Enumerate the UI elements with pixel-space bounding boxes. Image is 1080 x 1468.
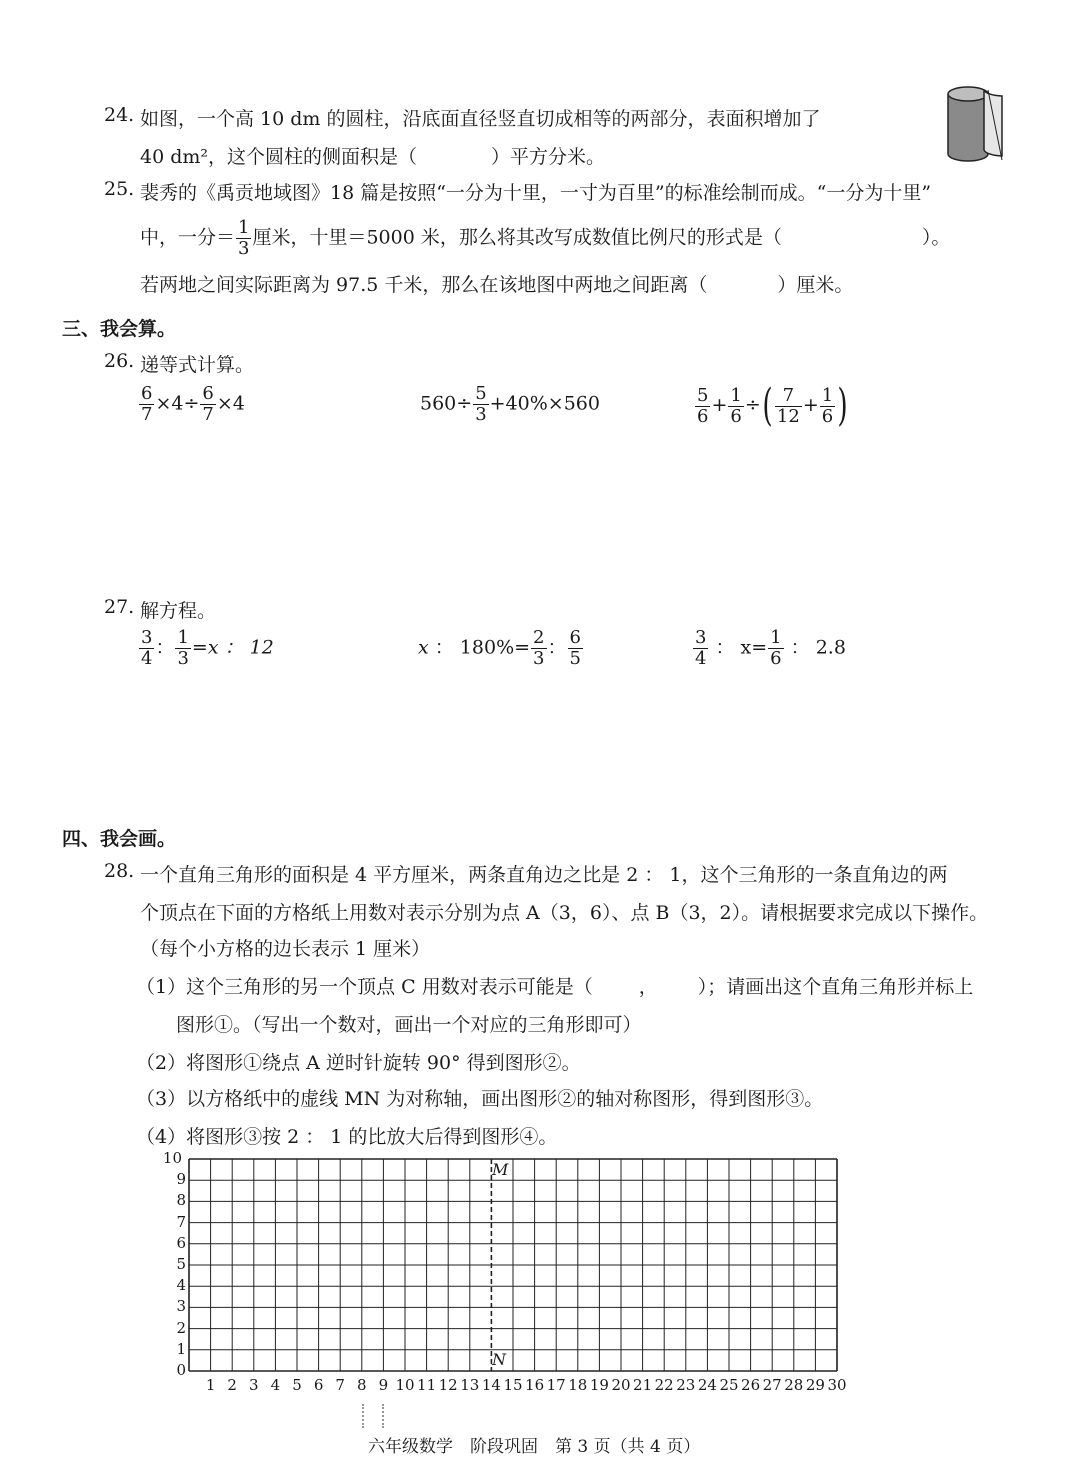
denominator: 6 <box>821 405 834 427</box>
q26-number: 26. <box>104 350 135 372</box>
q28-step1-cont: 图形①。（写出一个数对，画出一个对应的三角形即可） <box>176 1014 642 1036</box>
x-tick-label: 6 <box>313 1376 324 1394</box>
x-tick-label: 28 <box>784 1376 804 1394</box>
y-tick-label: 8 <box>176 1191 186 1210</box>
section-4-title: 四、我会画。 <box>62 828 177 850</box>
numerator: 3 <box>141 627 153 648</box>
operator: ×4÷ <box>155 392 200 415</box>
x-tick-label: 13 <box>460 1376 480 1394</box>
x-tick-label: 11 <box>417 1376 437 1394</box>
q27-equation-3 <box>692 628 846 669</box>
numerator: 5 <box>475 383 487 404</box>
denominator: 6 <box>697 405 709 427</box>
q25-frac-numerator: 1 <box>238 217 250 238</box>
q28-step4: （4）将图形③按 2 ： 1 的比放大后得到图形④。 <box>136 1126 558 1148</box>
q24-line2-text: 40 dm²，这个圆柱的侧面积是（ <box>140 146 418 168</box>
x-tick-label: 17 <box>546 1376 566 1394</box>
x-tick-label: 23 <box>676 1376 696 1394</box>
y-tick-label: 10 <box>162 1149 182 1167</box>
operator: + <box>802 394 819 416</box>
denominator: 6 <box>730 405 742 427</box>
q28-step3: （3）以方格纸中的虚线 MN 为对称轴，画出图形②的轴对称图形，得到图形③。 <box>136 1088 824 1110</box>
frac <box>531 628 546 669</box>
numerator: 1 <box>821 384 834 406</box>
denominator: 7 <box>141 403 153 425</box>
q28-number: 28. <box>104 860 135 882</box>
q24-line1: 如图，一个高 10 dm 的圆柱，沿底面直径竖直切成相等的两部分，表面积增加了 <box>140 108 821 130</box>
operator: ×4 <box>216 392 245 415</box>
frac <box>695 386 710 427</box>
frac <box>820 386 835 427</box>
x-tick-label: 22 <box>654 1376 674 1394</box>
x-tick-label: 30 <box>827 1376 847 1394</box>
operand: 560÷ <box>420 392 473 415</box>
x-tick-label: 24 <box>697 1376 717 1394</box>
q25-line3 <box>140 270 853 297</box>
denominator: 12 <box>776 405 800 427</box>
colon: ： <box>547 636 567 659</box>
x-tick-label: 2 <box>227 1376 237 1394</box>
q26-title: 递等式计算。 <box>140 354 255 376</box>
frac <box>200 384 215 425</box>
colon: ： <box>155 636 175 659</box>
q25-fraction <box>236 218 251 259</box>
x-tick-label: 5 <box>292 1376 302 1394</box>
q28-line2: 个顶点在下面的方格纸上用数对表示分别为点 A（3，6）、点 B（3，2）。请根据要求完成以下操作。 <box>140 902 989 924</box>
denominator: 3 <box>533 647 545 669</box>
q28-step1-text: （1）这个三角形的另一个顶点 C 用数对表示可能是（ <box>136 976 593 998</box>
frac <box>473 384 488 425</box>
x-tick-label: 20 <box>611 1376 631 1394</box>
q25-line2-start: 中，一分＝ <box>140 226 236 249</box>
x-tick-label: 21 <box>633 1376 653 1394</box>
x-tick-label: 9 <box>378 1376 389 1394</box>
x-tick-label: 4 <box>270 1376 281 1394</box>
y-tick-label: 3 <box>176 1297 186 1316</box>
page-footer: 六年级数学 阶段巩固 第 3 页（共 4 页） <box>368 1437 701 1457</box>
q28-step1-comma: ， <box>638 976 658 998</box>
q25-number: 25. <box>104 178 135 200</box>
numerator: 1 <box>730 384 742 406</box>
frac <box>693 628 708 669</box>
numerator: 6 <box>202 383 214 404</box>
equation-mid: ： 180%= <box>428 636 531 659</box>
x-tick-label: 12 <box>438 1376 458 1394</box>
y-tick-label: 6 <box>176 1233 186 1252</box>
denominator: 4 <box>141 647 153 669</box>
left-paren: ( <box>762 380 773 431</box>
x-tick-label: 7 <box>335 1376 345 1394</box>
x-tick-label: 27 <box>762 1376 782 1394</box>
y-tick-label: 2 <box>176 1318 186 1337</box>
x-tick-label: 16 <box>525 1376 545 1394</box>
q25-line2-end: ）。 <box>921 226 951 249</box>
right-paren: ) <box>837 380 848 431</box>
y-tick-label: 5 <box>176 1255 186 1273</box>
q25-line3-end: ）厘米。 <box>777 274 854 296</box>
numerator: 6 <box>141 383 153 404</box>
equation-rest: ： 2.8 <box>784 636 846 659</box>
operator: + <box>711 394 728 416</box>
y-tick-label: 1 <box>176 1339 186 1358</box>
equation-mid: ： x= <box>709 636 768 659</box>
x-tick-label: 1 <box>205 1376 216 1394</box>
q25-frac-denominator: 3 <box>238 237 250 259</box>
q25-line2 <box>140 218 950 259</box>
operand: +40%×560 <box>489 392 600 415</box>
q24-line2 <box>140 142 605 169</box>
cylinder-figure <box>940 82 1010 168</box>
coordinate-grid[interactable] <box>188 1158 840 1374</box>
frac <box>728 386 743 427</box>
q24-number: 24. <box>104 104 135 126</box>
operator: ÷ <box>744 394 761 416</box>
frac <box>568 628 583 669</box>
numerator: 1 <box>770 627 782 648</box>
frac <box>139 384 154 425</box>
mn-label-n: N <box>492 1350 506 1369</box>
x-tick-label: 14 <box>481 1376 501 1394</box>
denominator: 3 <box>475 403 487 425</box>
denominator: 3 <box>177 647 189 669</box>
x-tick-label: 3 <box>249 1376 259 1394</box>
frac <box>175 628 190 669</box>
q27-equation-1 <box>138 628 274 669</box>
q28-step2: （2）将图形①绕点 A 逆时针旋转 90° 得到图形②。 <box>136 1052 581 1074</box>
q28-line3: （每个小方格的边长表示 1 厘米） <box>140 938 431 960</box>
q28-line1: 一个直角三角形的面积是 4 平方厘米，两条直角边之比是 2 ： 1，这个三角形的一条直角边的两 <box>140 864 948 886</box>
denominator: 4 <box>695 647 707 669</box>
denominator: 7 <box>202 403 214 425</box>
q27-number: 27. <box>104 596 135 618</box>
q27-equation-2 <box>418 628 584 669</box>
mn-label-m: M <box>492 1160 509 1179</box>
x-tick-label: 19 <box>589 1376 609 1394</box>
numerator: 3 <box>695 627 707 648</box>
q26-expression-1 <box>138 384 245 425</box>
x-tick-label: 18 <box>568 1376 588 1394</box>
numerator: 2 <box>533 627 545 648</box>
frac <box>775 386 802 427</box>
scan-mark <box>362 1404 384 1428</box>
q27-title: 解方程。 <box>140 600 217 622</box>
y-tick-label: 7 <box>176 1212 186 1231</box>
q24-line2-end: ）平方分米。 <box>491 146 606 168</box>
x-tick-label: 29 <box>805 1376 825 1394</box>
numerator: 6 <box>569 627 581 648</box>
variable-x: x <box>418 636 429 659</box>
section-3-title: 三、我会算。 <box>62 318 177 340</box>
y-tick-label: 0 <box>176 1361 186 1379</box>
q25-line2-mid: 厘米，十里＝5000 米，那么将其改写成数值比例尺的形式是（ <box>252 226 782 249</box>
denominator: 6 <box>770 647 782 669</box>
x-tick-label: 25 <box>719 1376 739 1394</box>
y-tick-label: 4 <box>176 1276 186 1295</box>
q25-line1: 裴秀的《禹贡地域图》18 篇是按照“一分为十里，一寸为百里”的标准绘制而成。“一分为十里” <box>140 182 932 204</box>
frac <box>768 628 783 669</box>
q25-line3-text: 若两地之间实际距离为 97.5 千米，那么在该地图中两地之间距离（ <box>140 274 708 296</box>
x-tick-label: 8 <box>357 1376 367 1394</box>
numerator: 5 <box>697 384 709 406</box>
q28-step1-end: ）；请画出这个直角三角形并标上 <box>697 976 974 998</box>
numerator: 1 <box>177 627 189 648</box>
q28-step1 <box>136 972 973 999</box>
q26-expression-2 <box>420 384 600 425</box>
denominator: 5 <box>569 647 581 669</box>
x-tick-label: 26 <box>741 1376 761 1394</box>
frac <box>139 628 154 669</box>
equation-rest: =x ： 12 <box>191 636 274 659</box>
y-tick-label: 9 <box>176 1170 186 1189</box>
q26-expression-3 <box>694 380 849 431</box>
numerator: 7 <box>775 386 802 407</box>
x-tick-label: 15 <box>503 1376 523 1394</box>
x-tick-label: 10 <box>395 1376 415 1394</box>
